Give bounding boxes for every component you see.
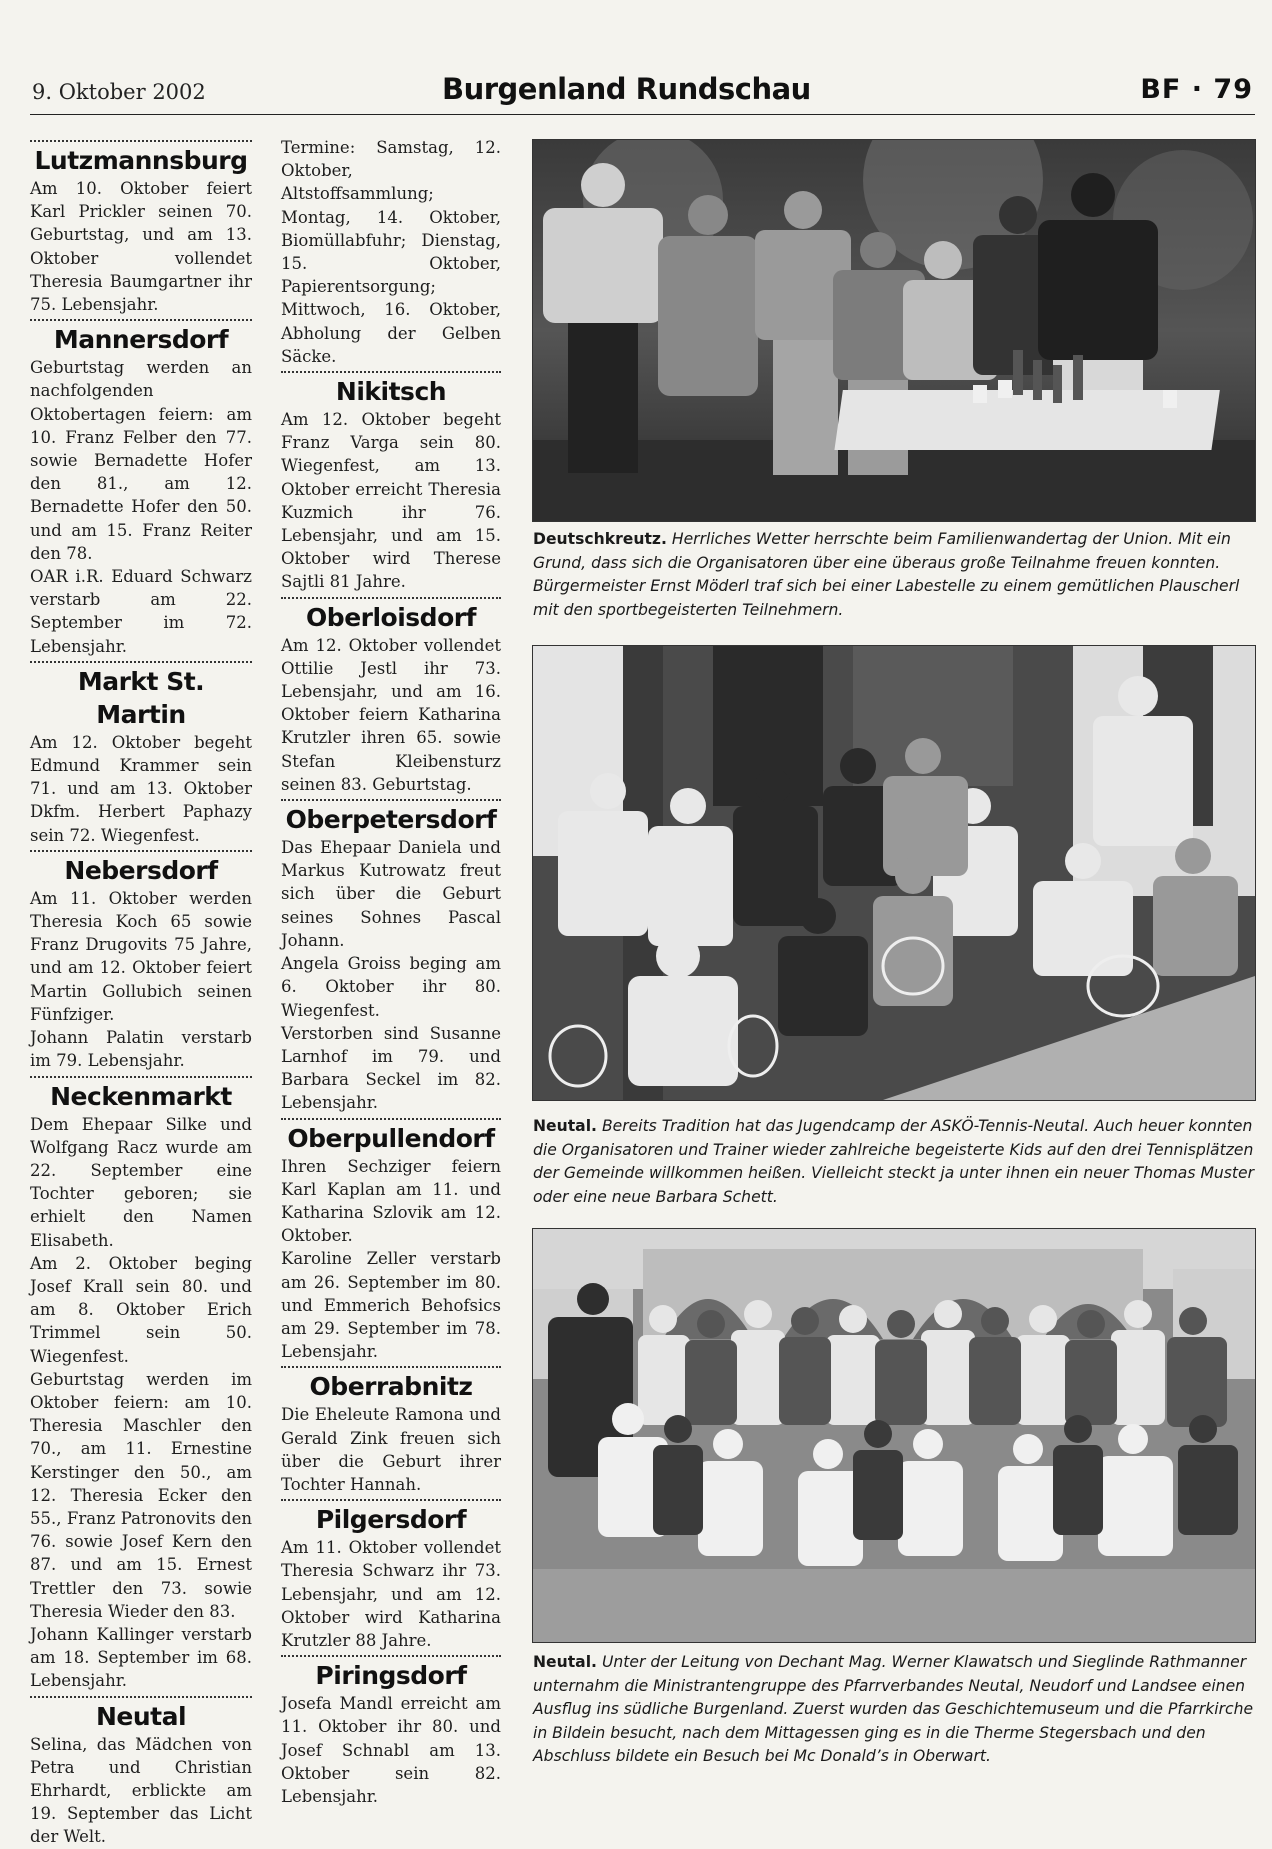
- news-paragraph: Ihren Sechziger feiern Karl Kaplan am 11. und Katharina Szlovik am 12. Oktober.: [281, 1156, 501, 1246]
- dotted-divider: [281, 371, 501, 373]
- issue-date: 9. Oktober 2002: [32, 80, 206, 104]
- dotted-divider: [30, 661, 252, 663]
- dotted-divider: [30, 1076, 252, 1078]
- photo-caption: [533, 528, 1255, 622]
- photo-caption: [533, 1115, 1255, 1209]
- photo-tennis-kids-icon: [533, 646, 1255, 1100]
- column-2: [281, 136, 501, 1808]
- section-heading: Oberrabnitz: [309, 1372, 473, 1402]
- section-heading: Neutal: [95, 1701, 187, 1731]
- news-paragraph: Am 10. Oktober feiert Karl Prickler seinen 70. Geburtstag, und am 13. Oktober vollendet Theresia Baumgartner ihr 75. Lebensjahr.: [30, 179, 252, 315]
- news-paragraph: Geburtstag werden an nachfolgenden Oktobertagen feiern: am 10. Franz Felber den 77. sowie Bernadette Hofer den 81., am 12. Bernadette Hofer den 50. und am 15. Franz Reiter den 78.: [30, 358, 252, 563]
- dotted-divider: [281, 1499, 501, 1501]
- section-heading: Pilgersdorf: [315, 1505, 467, 1535]
- news-paragraph: Angela Groiss beging am 6. Oktober ihr 80. Wiegenfest.: [281, 954, 501, 1020]
- dotted-divider: [281, 1118, 501, 1120]
- news-paragraph: Verstorben sind Susanne Larnhof im 79. und Barbara Seckel im 82. Lebensjahr.: [281, 1023, 501, 1113]
- news-paragraph: OAR i.R. Eduard Schwarz verstarb am 22. September im 72. Lebensjahr.: [30, 567, 252, 656]
- photo-neutal-ministranten: [532, 1228, 1256, 1643]
- news-paragraph: Josefa Mandl erreicht am 11. Oktober ihr 80. und Josef Schnabl am 13. Oktober sein 82. Lebensjahr.: [281, 1694, 501, 1806]
- news-paragraph: Karoline Zeller verstarb am 26. September im 80. und Emmerich Behofsics am 29. September im 78. Lebensjahr.: [281, 1249, 501, 1362]
- news-paragraph: Das Ehepaar Daniela und Markus Kutrowatz freut sich über die Geburt seines Sohnes Pascal Johann.: [281, 838, 501, 950]
- caption-place: Neutal.: [533, 1117, 597, 1135]
- section-heading: Mannersdorf: [53, 325, 229, 355]
- news-paragraph: Selina, das Mädchen von Petra und Christian Ehrhardt, erblickte am 19. September das Licht der Welt.: [30, 1734, 252, 1847]
- photo-neutal-tennis: [532, 645, 1256, 1101]
- dotted-divider: [30, 1696, 252, 1698]
- news-paragraph: Am 2. Oktober beging Josef Krall sein 80. und am 8. Oktober Erich Trimmel sein 50. Wiegenfest.: [30, 1253, 252, 1366]
- news-paragraph: Termine: Samstag, 12. Oktober, Altstoffsammlung; Montag, 14. Oktober, Biomüllabfuhr; Dienstag, 15. Oktober, Papierentsorgung; Mittwoch, 16. Oktober, Abholung der Gelben Säcke.: [281, 138, 501, 366]
- news-paragraph: Am 12. Oktober vollendet Ottilie Jestl ihr 73. Lebensjahr, und am 16. Oktober feiern Katharina Krutzler ihren 65. sowie Stefan Kleibensturz seinen 83. Geburtstag.: [281, 635, 501, 794]
- newspaper-title: Burgenland Rundschau: [442, 72, 811, 106]
- section-heading: Oberpullendorf: [287, 1123, 495, 1153]
- section-heading: Oberpetersdorf: [285, 805, 497, 835]
- dotted-divider: [281, 597, 501, 599]
- photo-group-adults-icon: [533, 140, 1255, 521]
- caption-place: Deutschkreutz.: [533, 530, 667, 548]
- news-paragraph: Dem Ehepaar Silke und Wolfgang Racz wurde am 22. September eine Tochter geboren; sie erhielt den Namen Elisabeth.: [30, 1114, 252, 1250]
- caption-place: Neutal.: [533, 1653, 597, 1671]
- section-heading: Nikitsch: [335, 377, 447, 407]
- section-heading: Markt St. Martin: [77, 666, 205, 729]
- news-paragraph: Geburtstag werden im Oktober feiern: am 10. Theresia Maschler den 70., am 11. Ernestine Kerstinger den 50., am 12. Theresia Ecker den 55., Franz Patronovits den 76. sowie Josef Kern den 87. und am 15. Ernest Trettler den 73. sowie Theresia Wieder den 83.: [30, 1369, 252, 1621]
- section-heading: Lutzmannsburg: [34, 146, 248, 175]
- section-heading: Oberloisdorf: [306, 602, 476, 632]
- section-heading: Neckenmarkt: [50, 1081, 232, 1111]
- news-paragraph: Die Eheleute Ramona und Gerald Zink freuen sich über die Geburt ihrer Tochter Hannah.: [281, 1405, 501, 1494]
- news-paragraph: Am 12. Oktober begeht Edmund Krammer sein 71. und am 13. Oktober Dkfm. Herbert Paphazy sein 72. Wiegenfest.: [30, 732, 252, 845]
- page-number: BF · 79: [1140, 74, 1253, 105]
- dotted-divider: [281, 1366, 501, 1368]
- news-paragraph: Johann Palatin verstarb im 79. Lebensjahr.: [30, 1028, 252, 1071]
- news-paragraph: Am 12. Oktober begeht Franz Varga sein 80. Wiegenfest, am 13. Oktober erreicht Theresia Kuzmich ihr 76. Lebensjahr, und am 15. Oktober wird Therese Sajtli 81 Jahre.: [281, 410, 501, 592]
- dotted-divider: [30, 140, 252, 142]
- news-paragraph: Am 11. Oktober werden Theresia Koch 65 sowie Franz Drugovits 75 Jahre, und am 12. Oktober feiert Martin Gollubich seinen Fünfziger.: [30, 888, 252, 1024]
- section-heading: Piringsdorf: [315, 1661, 467, 1691]
- dotted-divider: [30, 850, 252, 852]
- news-paragraph: Am 11. Oktober vollendet Theresia Schwarz ihr 73. Lebensjahr, und am 12. Oktober wird Katharina Krutzler 88 Jahre.: [281, 1538, 501, 1650]
- caption-text: Unter der Leitung von Dechant Mag. Werner Klawatsch und Sieglinde Rathmanner unternahm die Ministrantengruppe des Pfarrverbandes Neutal, Neudorf und Landsee einen Ausflug ins südliche Burgenland. Zuerst wurden das Geschichtemuseum und die Pfarrkirche in Bildein besucht, nach dem Mittagessen ging es in die Therme Stegersbach und den Abschluss bildete ein Besuch bei Mc Donald’s in Oberwart.: [533, 1653, 1254, 1765]
- photo-deutschkreutz: [532, 139, 1256, 522]
- caption-text: Herrliches Wetter herrschte beim Familienwandertag der Union. Mit ein Grund, dass sich die Organisatoren über eine überaus große Teilnahme freuen konnten. Bürgermeister Ernst Möderl traf sich bei einer Labestelle zu einem gemütlichen Plauscherl mit den sportbegeisterten Teilnehmern.: [533, 530, 1240, 619]
- caption-text: Bereits Tradition hat das Jugendcamp der ASKÖ-Tennis-Neutal. Auch heuer konnten die Organisatoren und Trainer wieder zahlreiche begeisterte Kids auf den drei Tennisplätzen der Gemeinde willkommen heißen. Vielleicht steckt ja unter ihnen ein neuer Thomas Muster oder eine neue Barbara Schett.: [533, 1117, 1255, 1206]
- column-1: [30, 137, 252, 1849]
- section-heading: Nebersdorf: [64, 855, 218, 885]
- page-header: [30, 64, 1255, 115]
- dotted-divider: [281, 799, 501, 801]
- news-paragraph: Johann Kallinger verstarb am 18. September im 68. Lebensjahr.: [30, 1624, 252, 1691]
- dotted-divider: [281, 1655, 501, 1657]
- photo-group-children-icon: [533, 1229, 1255, 1642]
- photo-caption: [533, 1651, 1255, 1769]
- dotted-divider: [30, 319, 252, 321]
